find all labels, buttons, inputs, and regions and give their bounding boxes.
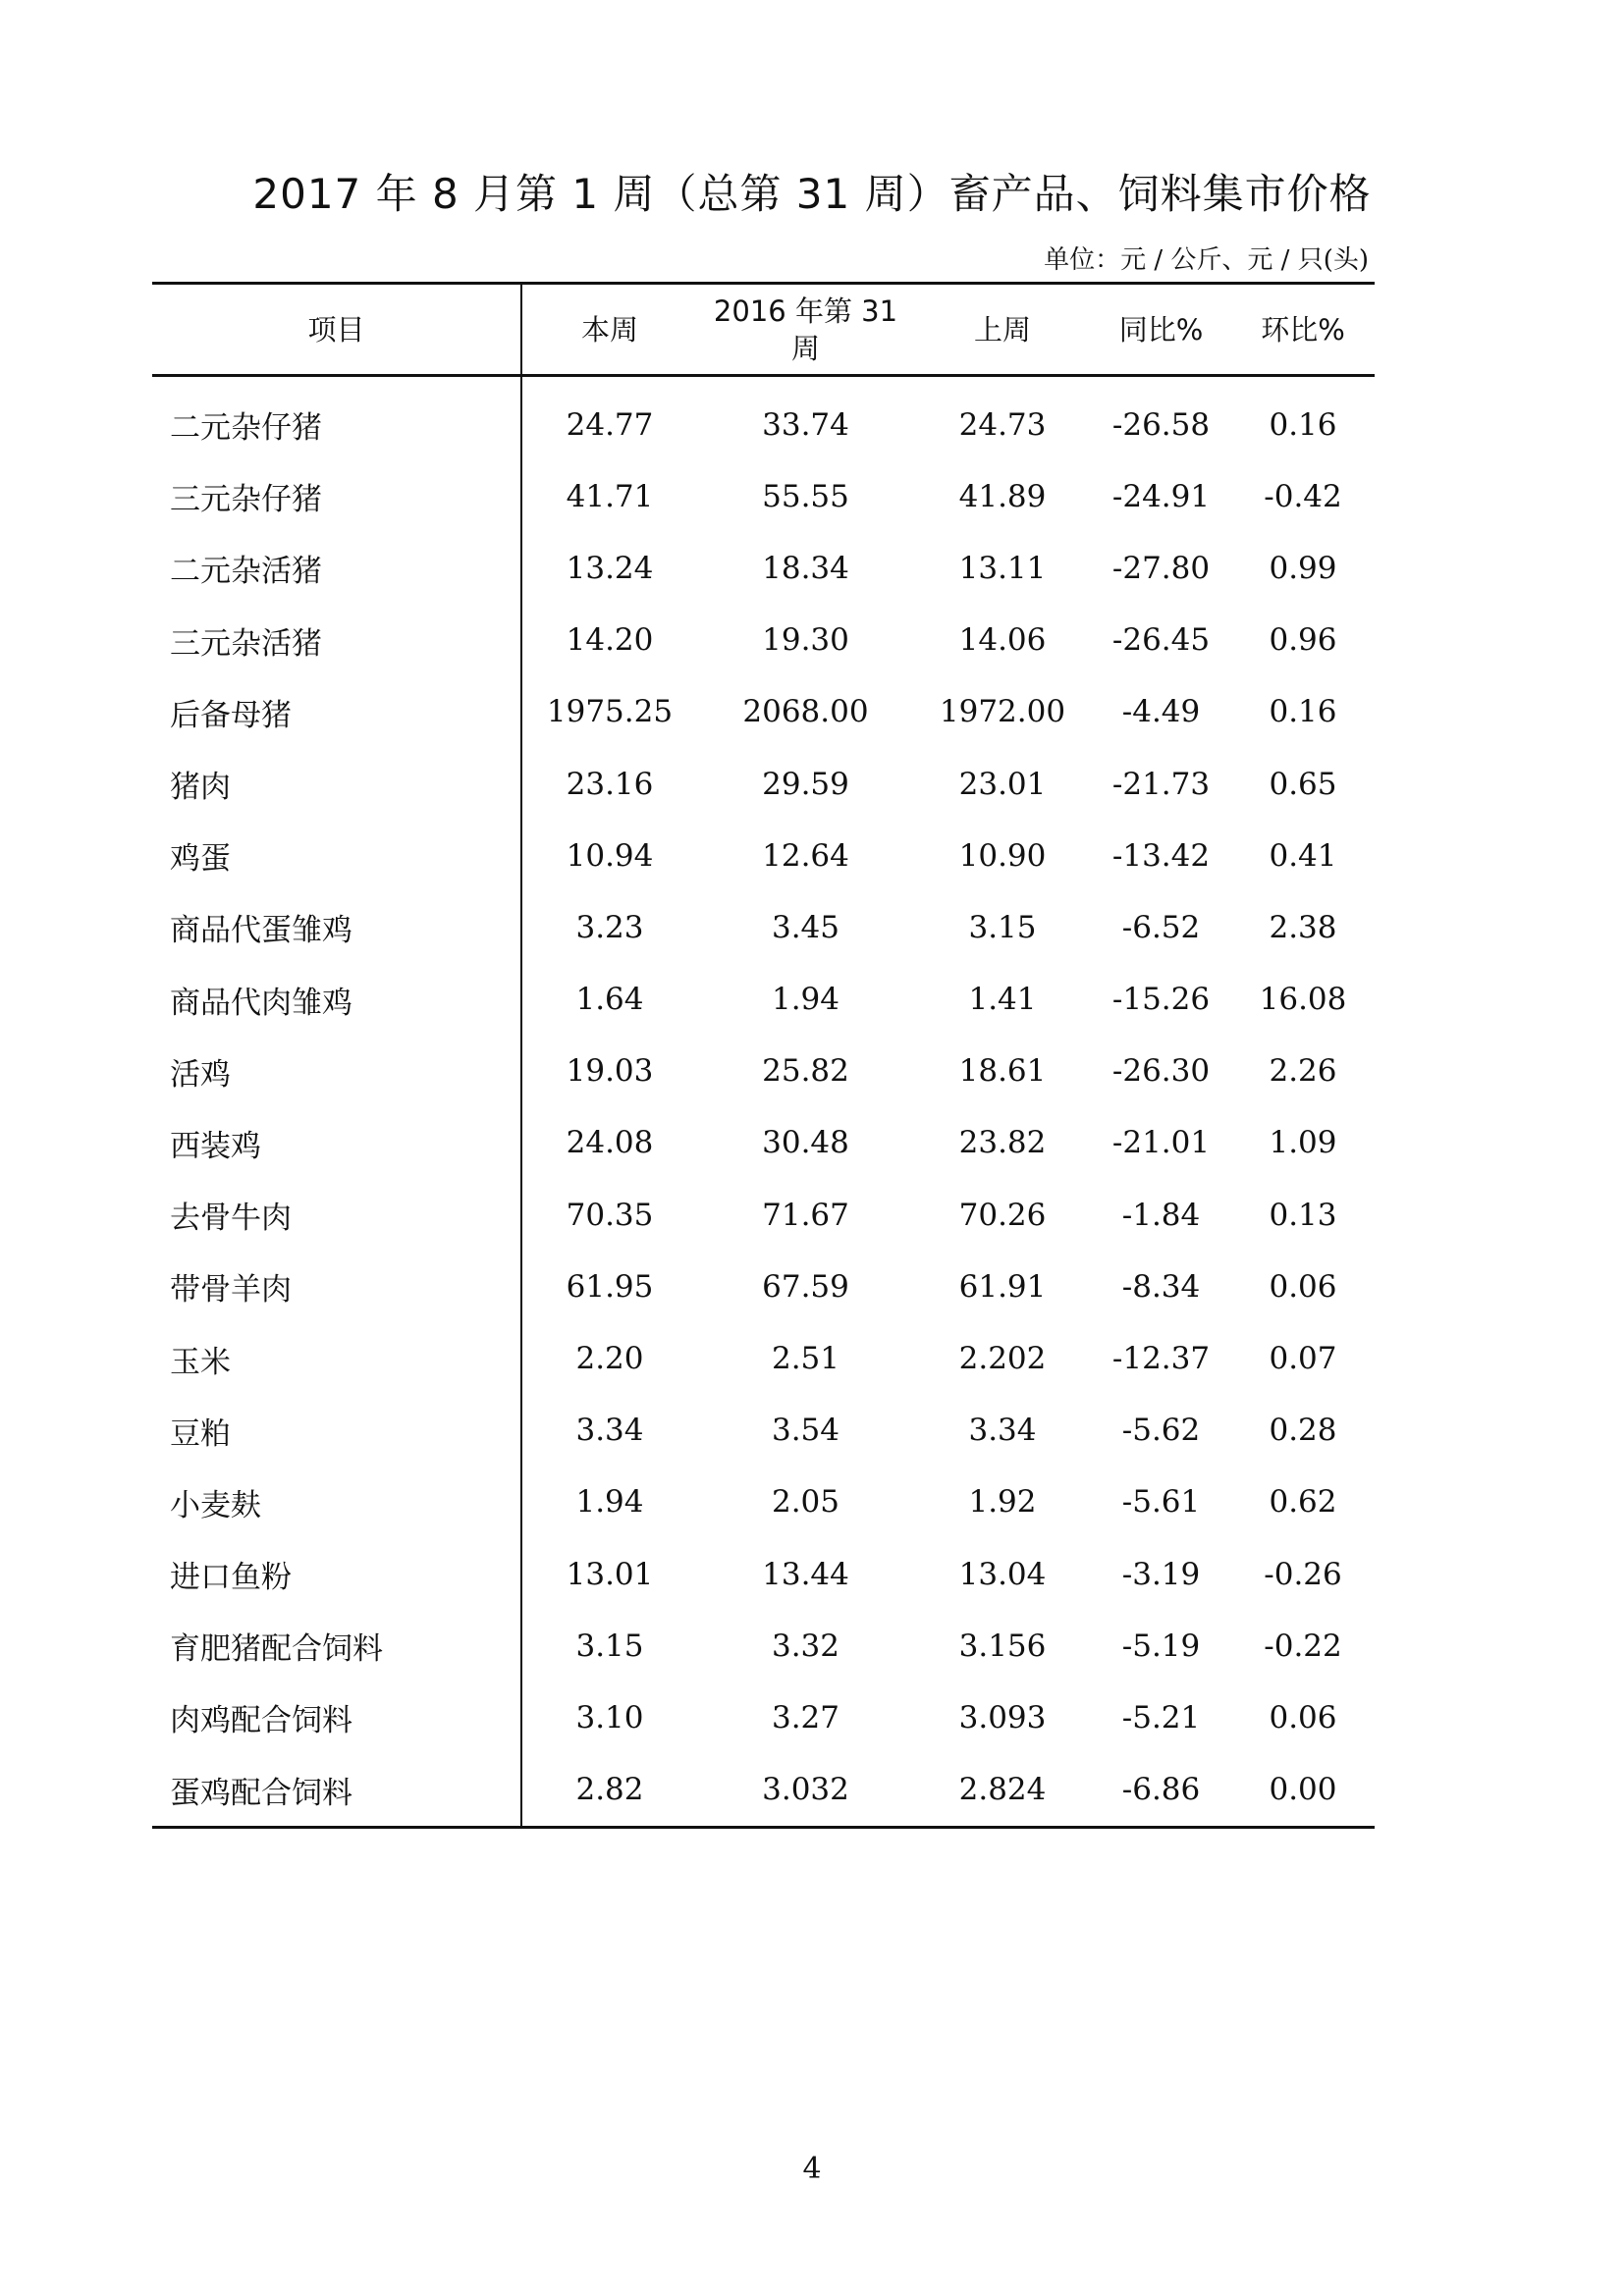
table-row bbox=[152, 1179, 1375, 1251]
last-week-cell: 2.202 bbox=[958, 1341, 1047, 1377]
last-week-cell: 23.01 bbox=[958, 766, 1047, 802]
item-name-cell: 玉米 bbox=[152, 1322, 521, 1394]
header-mom-percent: 环比% bbox=[1231, 284, 1375, 376]
mom-percent-cell: 0.07 bbox=[1269, 1341, 1337, 1377]
same-week-2016-cell: 13.44 bbox=[762, 1556, 849, 1592]
mom-percent-cell: 0.13 bbox=[1269, 1197, 1337, 1233]
this-week-cell: 41.71 bbox=[566, 478, 654, 514]
last-week-cell: 3.093 bbox=[958, 1699, 1047, 1735]
table-body bbox=[152, 376, 1375, 1828]
same-week-2016-cell: 3.45 bbox=[771, 909, 840, 945]
item-name-cell: 小麦麸 bbox=[152, 1467, 521, 1538]
same-week-2016-cell: 2068.00 bbox=[742, 694, 869, 730]
mom-percent-cell: 0.65 bbox=[1269, 766, 1337, 802]
item-name-cell: 二元杂仔猪 bbox=[152, 389, 521, 460]
this-week-cell: 61.95 bbox=[566, 1268, 654, 1305]
last-week-cell: 10.90 bbox=[958, 837, 1047, 874]
this-week-cell: 3.23 bbox=[575, 909, 644, 945]
last-week-cell: 3.34 bbox=[968, 1413, 1037, 1449]
this-week-cell: 13.24 bbox=[566, 550, 654, 586]
yoy-percent-cell: -6.86 bbox=[1091, 1754, 1231, 1828]
table-row bbox=[152, 1322, 1375, 1394]
yoy-percent-cell: -26.30 bbox=[1111, 1053, 1211, 1090]
header-yoy-percent: 同比% bbox=[1091, 284, 1231, 376]
last-week-cell: 13.11 bbox=[958, 550, 1047, 586]
mom-percent-cell: -0.26 bbox=[1264, 1556, 1342, 1592]
yoy-percent-cell: -13.42 bbox=[1111, 837, 1211, 874]
spacer-cell bbox=[521, 376, 697, 390]
last-week-cell: 13.04 bbox=[958, 1556, 1047, 1592]
yoy-percent-cell: -26.45 bbox=[1111, 622, 1211, 659]
last-week-cell: 70.26 bbox=[958, 1197, 1047, 1233]
same-week-2016-cell: 25.82 bbox=[762, 1053, 849, 1090]
this-week-cell: 10.94 bbox=[566, 837, 654, 874]
same-week-2016-cell: 2.51 bbox=[771, 1341, 840, 1377]
last-week-cell: 18.61 bbox=[958, 1053, 1047, 1090]
same-week-2016-cell: 3.32 bbox=[771, 1628, 840, 1664]
same-week-2016-cell: 12.64 bbox=[762, 837, 849, 874]
table-row bbox=[152, 389, 1375, 460]
table-row bbox=[152, 1467, 1375, 1538]
last-week-cell: 3.156 bbox=[958, 1628, 1047, 1664]
mom-percent-cell: 16.08 bbox=[1259, 982, 1347, 1018]
mom-percent-cell: 2.38 bbox=[1269, 909, 1337, 945]
table-row bbox=[152, 891, 1375, 963]
this-week-cell: 24.77 bbox=[566, 406, 654, 443]
table-row bbox=[152, 1682, 1375, 1753]
last-week-cell: 61.91 bbox=[958, 1268, 1047, 1305]
same-week-2016-cell: 67.59 bbox=[762, 1268, 849, 1305]
item-name-cell: 三元杂仔猪 bbox=[152, 460, 521, 532]
item-name-cell: 鸡蛋 bbox=[152, 820, 521, 891]
yoy-percent-cell: -6.52 bbox=[1121, 909, 1201, 945]
table-row bbox=[152, 532, 1375, 604]
same-week-2016-cell: 33.74 bbox=[762, 406, 849, 443]
unit-note: 单位：元 / 公斤、元 / 只(头) bbox=[1044, 245, 1369, 275]
yoy-percent-cell: -5.61 bbox=[1121, 1484, 1201, 1521]
table-row bbox=[152, 748, 1375, 820]
same-week-2016-cell: 29.59 bbox=[762, 766, 849, 802]
this-week-cell: 3.10 bbox=[575, 1699, 644, 1735]
table-header bbox=[152, 284, 1375, 376]
yoy-percent-cell: -21.01 bbox=[1111, 1125, 1211, 1161]
yoy-percent-cell: -27.80 bbox=[1111, 550, 1211, 586]
table-row bbox=[152, 1107, 1375, 1179]
this-week-cell: 1975.25 bbox=[546, 694, 674, 730]
page-title: 2017 年 8 月第 1 周（总第 31 周）畜产品、饲料集市价格 bbox=[252, 170, 1372, 218]
item-name-cell: 育肥猪配合饲料 bbox=[152, 1610, 521, 1682]
yoy-percent-cell: -21.73 bbox=[1111, 766, 1211, 802]
header-same-week-2016: 2016 年第 31 周 bbox=[697, 284, 914, 376]
yoy-percent-cell: -5.21 bbox=[1121, 1699, 1201, 1735]
header-this-week: 本周 bbox=[521, 284, 697, 376]
mom-percent-cell: 2.26 bbox=[1269, 1053, 1337, 1090]
yoy-percent-cell: -5.62 bbox=[1121, 1413, 1201, 1449]
this-week-cell: 19.03 bbox=[566, 1053, 654, 1090]
mom-percent-cell: 0.28 bbox=[1269, 1413, 1337, 1449]
table-spacer-row bbox=[152, 376, 1375, 390]
mom-percent-cell: 0.16 bbox=[1269, 694, 1337, 730]
same-week-2016-cell: 18.34 bbox=[762, 550, 849, 586]
table-row bbox=[152, 1610, 1375, 1682]
yoy-percent-cell: -5.19 bbox=[1121, 1628, 1201, 1664]
item-name-cell: 西装鸡 bbox=[152, 1107, 521, 1179]
price-table bbox=[152, 282, 1375, 1829]
mom-percent-cell: 0.99 bbox=[1269, 550, 1337, 586]
mom-percent-cell: 0.96 bbox=[1269, 622, 1337, 659]
table-row bbox=[152, 964, 1375, 1036]
spacer-cell bbox=[697, 376, 914, 390]
mom-percent-cell: 0.62 bbox=[1269, 1484, 1337, 1521]
same-week-2016-cell: 19.30 bbox=[762, 622, 849, 659]
mom-percent-cell: -0.42 bbox=[1264, 478, 1342, 514]
mom-percent-cell: 0.41 bbox=[1269, 837, 1337, 874]
item-name-cell: 商品代肉雏鸡 bbox=[152, 964, 521, 1036]
this-week-cell: 23.16 bbox=[566, 766, 654, 802]
spacer-cell bbox=[914, 376, 1091, 390]
item-name-cell: 后备母猪 bbox=[152, 676, 521, 748]
table-row bbox=[152, 820, 1375, 891]
same-week-2016-cell: 2.05 bbox=[771, 1484, 840, 1521]
this-week-cell: 1.94 bbox=[575, 1484, 644, 1521]
table-row bbox=[152, 1754, 1375, 1828]
same-week-2016-cell: 1.94 bbox=[771, 982, 840, 1018]
page-number: 4 bbox=[802, 2152, 822, 2186]
table-row bbox=[152, 1251, 1375, 1322]
item-name-cell: 三元杂活猪 bbox=[152, 605, 521, 676]
item-name-cell: 蛋鸡配合饲料 bbox=[152, 1754, 521, 1828]
item-name-cell: 二元杂活猪 bbox=[152, 532, 521, 604]
yoy-percent-cell: -4.49 bbox=[1121, 694, 1201, 730]
last-week-cell: 1.92 bbox=[968, 1484, 1037, 1521]
same-week-2016-cell: 3.27 bbox=[771, 1699, 840, 1735]
last-week-cell: 1972.00 bbox=[939, 694, 1066, 730]
item-name-cell: 带骨羊肉 bbox=[152, 1251, 521, 1322]
same-week-2016-cell: 3.032 bbox=[697, 1754, 914, 1828]
header-row bbox=[152, 284, 1375, 376]
this-week-cell: 2.20 bbox=[575, 1341, 644, 1377]
this-week-cell: 3.34 bbox=[575, 1413, 644, 1449]
item-name-cell: 去骨牛肉 bbox=[152, 1179, 521, 1251]
last-week-cell: 23.82 bbox=[958, 1125, 1047, 1161]
item-name-cell: 进口鱼粉 bbox=[152, 1538, 521, 1610]
header-item: 项目 bbox=[152, 284, 521, 376]
this-week-cell: 70.35 bbox=[566, 1197, 654, 1233]
this-week-cell: 14.20 bbox=[566, 622, 654, 659]
this-week-cell: 2.82 bbox=[521, 1754, 697, 1828]
last-week-cell: 1.41 bbox=[968, 982, 1037, 1018]
yoy-percent-cell: -12.37 bbox=[1111, 1341, 1211, 1377]
last-week-cell: 14.06 bbox=[958, 622, 1047, 659]
table-row bbox=[152, 460, 1375, 532]
last-week-cell: 2.824 bbox=[914, 1754, 1091, 1828]
mom-percent-cell: 0.06 bbox=[1269, 1268, 1337, 1305]
last-week-cell: 24.73 bbox=[958, 406, 1047, 443]
this-week-cell: 24.08 bbox=[566, 1125, 654, 1161]
spacer-cell bbox=[1231, 376, 1375, 390]
mom-percent-cell: 1.09 bbox=[1269, 1125, 1337, 1161]
yoy-percent-cell: -24.91 bbox=[1111, 478, 1211, 514]
item-name-cell: 猪肉 bbox=[152, 748, 521, 820]
this-week-cell: 1.64 bbox=[575, 982, 644, 1018]
table-row bbox=[152, 1538, 1375, 1610]
item-name-cell: 肉鸡配合饲料 bbox=[152, 1682, 521, 1753]
table-row bbox=[152, 676, 1375, 748]
same-week-2016-cell: 30.48 bbox=[762, 1125, 849, 1161]
last-week-cell: 41.89 bbox=[958, 478, 1047, 514]
same-week-2016-cell: 3.54 bbox=[771, 1413, 840, 1449]
same-week-2016-cell: 55.55 bbox=[762, 478, 849, 514]
yoy-percent-cell: -3.19 bbox=[1121, 1556, 1201, 1592]
this-week-cell: 3.15 bbox=[575, 1628, 644, 1664]
yoy-percent-cell: -1.84 bbox=[1121, 1197, 1201, 1233]
this-week-cell: 13.01 bbox=[566, 1556, 654, 1592]
same-week-2016-cell: 71.67 bbox=[762, 1197, 849, 1233]
item-name-cell: 商品代蛋雏鸡 bbox=[152, 891, 521, 963]
mom-percent-cell: 0.16 bbox=[1269, 406, 1337, 443]
table-row bbox=[152, 1395, 1375, 1467]
yoy-percent-cell: -8.34 bbox=[1121, 1268, 1201, 1305]
spacer-cell bbox=[152, 376, 521, 390]
mom-percent-cell: 0.06 bbox=[1269, 1699, 1337, 1735]
table-row bbox=[152, 605, 1375, 676]
mom-percent-cell: -0.22 bbox=[1264, 1628, 1342, 1664]
last-week-cell: 3.15 bbox=[968, 909, 1037, 945]
yoy-percent-cell: -15.26 bbox=[1111, 982, 1211, 1018]
spacer-cell bbox=[1091, 376, 1231, 390]
table-row bbox=[152, 1036, 1375, 1107]
mom-percent-cell: 0.00 bbox=[1231, 1754, 1375, 1828]
yoy-percent-cell: -26.58 bbox=[1111, 406, 1211, 443]
header-last-week: 上周 bbox=[914, 284, 1091, 376]
item-name-cell: 活鸡 bbox=[152, 1036, 521, 1107]
item-name-cell: 豆粕 bbox=[152, 1395, 521, 1467]
